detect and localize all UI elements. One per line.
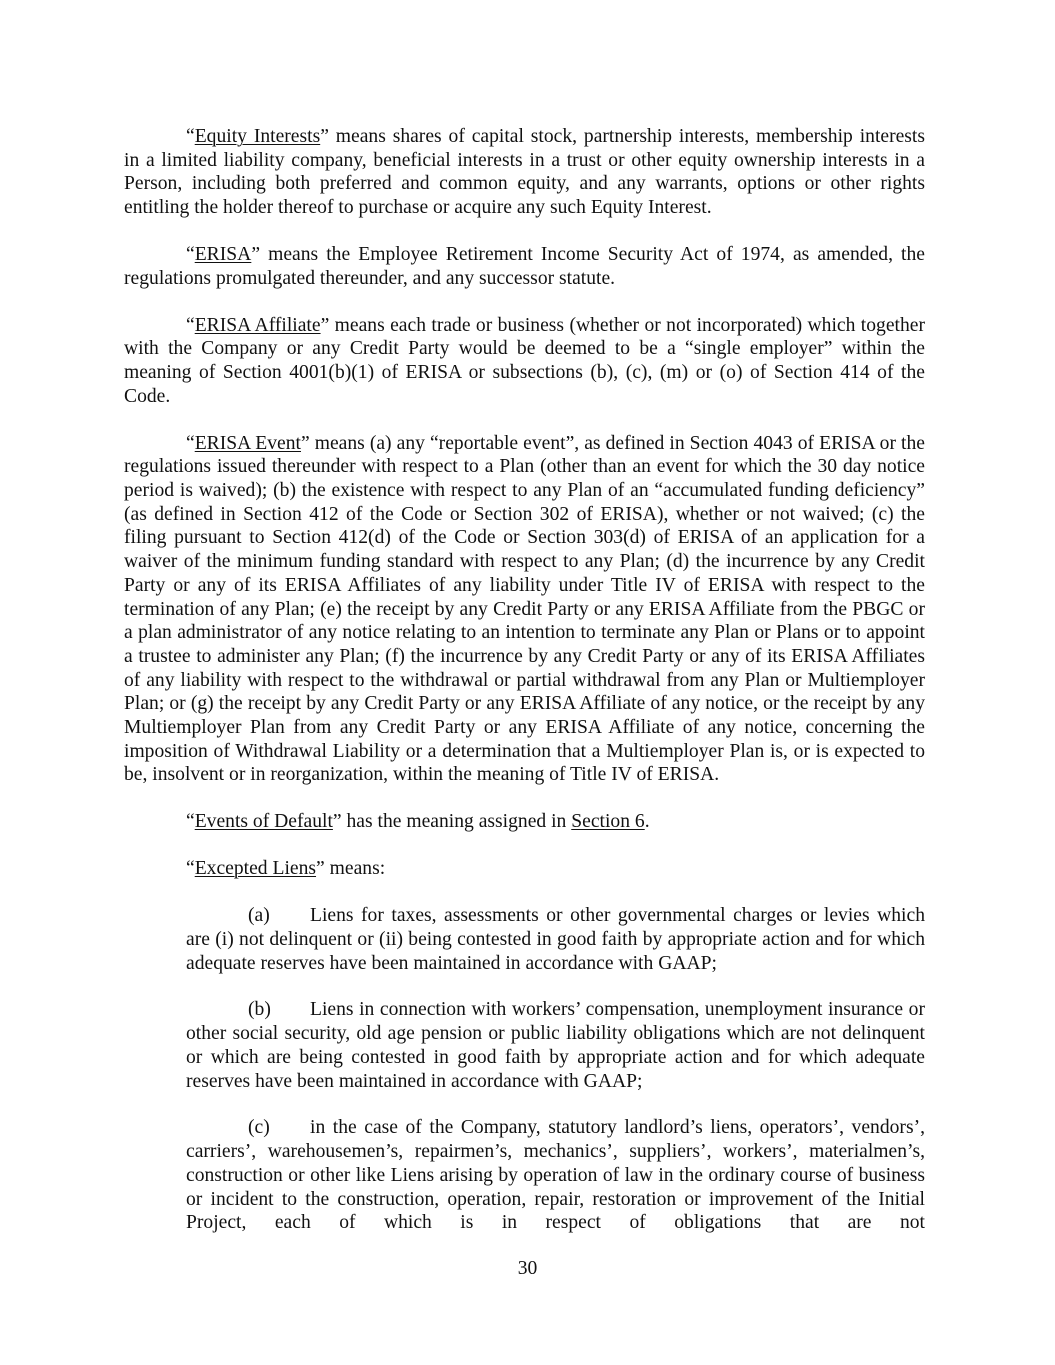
item-label: (b): [248, 999, 271, 1021]
quote-open: “: [186, 314, 195, 336]
definition-text: means shares of capital stock, partnership interests, membership interests in a limited liability company, beneficial interests in a trust or other equity ownership interests in a Person, including both preferred and common equity, and any warrants, options or other rights entitling the holder thereof to purchase or acquire any such Equity Interest.: [124, 126, 925, 219]
definition-text: means (a) any “reportable event”, as defined in Section 4043 of ERISA or the regulations issued thereunder with respect to a Plan (other than an event for which the 30 day notice period is waived); (b) the existence with respect to any Plan of an “accumulated funding deficiency” (as defined in Section 412 of the Code or Section 302 of ERISA), whether or not waived; (c) the filing pursuant to Section 412(d) of the Code or Section 303(d) of ERISA of an application for a waiver of the minimum funding standard with respect to any Plan; (d) the incurrence by any Credit Party or any of its ERISA Affiliates of any liability under Title IV of ERISA with respect to the termination of any Plan; (e) the receipt by any Credit Party or any ERISA Affiliate from the PBGC or a plan administrator of any notice relating to an intention to terminate any Plan or Plans or to appoint a trustee to administer any Plan; (f) the incurrence by any Credit Party or any of its ERISA Affiliates of any liability with respect to the withdrawal or partial withdrawal from any Plan or Multiemployer Plan; or (g) the receipt by any Credit Party or any ERISA Affiliate of any notice, or the receipt by any Multiemployer Plan from any Credit Party or any ERISA Affiliate of any notice, concerning the imposition of Withdrawal Liability or a determination that a Multiemployer Plan is, or is expected to be, insolvent or in reorganization, within the meaning of Title IV of ERISA.: [124, 432, 925, 786]
quote-open: “: [186, 858, 195, 880]
definition-excepted-liens: [124, 857, 925, 881]
definition-erisa: [124, 243, 925, 290]
definition-text: means the Employee Retirement Income Security Act of 1974, as amended, the regulations promulgated thereunder, and any successor statute.: [124, 244, 925, 289]
definition-events-of-default: [124, 810, 925, 834]
quote-close: ”: [300, 432, 310, 454]
quote-open: “: [186, 126, 195, 147]
definition-text-end: .: [644, 811, 650, 833]
quote-close: ”: [316, 858, 325, 880]
excepted-liens-item-b: [186, 998, 925, 1093]
quote-close: ”: [332, 811, 342, 833]
item-label: (c): [248, 1117, 270, 1139]
defined-term: ERISA: [194, 244, 252, 265]
quote-close: ”: [320, 126, 329, 147]
defined-term: ERISA Affiliate: [194, 314, 321, 336]
definition-text: has the meaning assigned in: [341, 811, 572, 833]
quote-close: ”: [320, 314, 330, 336]
excepted-liens-item-c: [186, 1116, 925, 1235]
definition-erisa-event: [124, 432, 925, 788]
item-text: Liens in connection with workers’ compensation, unemployment insurance or other social security, old age pension or public liability obligations which are not delinquent or which are being contested in good faith by appropriate action and for which adequate reserves have been maintained in accordance with GAAP;: [186, 999, 925, 1092]
item-text: in the case of the Company, statutory landlord’s liens, operators’, vendors’, carriers’, warehousemen’s, repairmen’s, mechanics’, suppliers’, workers’, materialmen’s, construction or other like Liens arising by operation of law in the ordinary course of business or incident to the construction, operation, repair, restoration or improvement of the Initial Project, each of which is in respect of obligations that are not: [186, 1117, 925, 1234]
section-reference: Section 6: [571, 811, 645, 833]
defined-term: Events of Default: [194, 811, 333, 833]
defined-term: ERISA Event: [194, 432, 301, 454]
definition-text: means:: [324, 858, 386, 880]
definition-erisa-affiliate: [124, 314, 925, 409]
item-label: (a): [248, 905, 270, 927]
page-number: 30: [517, 1258, 538, 1279]
quote-open: “: [186, 244, 195, 265]
item-text: Liens for taxes, assessments or other governmental charges or levies which are (i) not delinquent or (ii) being contested in good faith by appropriate action and for which adequate reserves have been maintained in accordance with GAAP;: [186, 905, 925, 974]
definition-text: means each trade or business (whether or not incorporated) which together with the Company or any Credit Party would be deemed to be a “single employer” within the meaning of Section 4001(b)(1) of ERISA or subsections (b), (c), (m) or (o) of Section 414 of the Code.: [124, 314, 925, 407]
quote-open: “: [186, 432, 195, 454]
defined-term: Excepted Liens: [194, 858, 317, 880]
excepted-liens-item-a: [186, 904, 925, 975]
quote-close: ”: [251, 244, 261, 265]
quote-open: “: [186, 811, 195, 833]
defined-term: Equity Interests: [194, 126, 321, 147]
document-page: [124, 125, 925, 1258]
definition-equity-interests: [124, 125, 925, 220]
